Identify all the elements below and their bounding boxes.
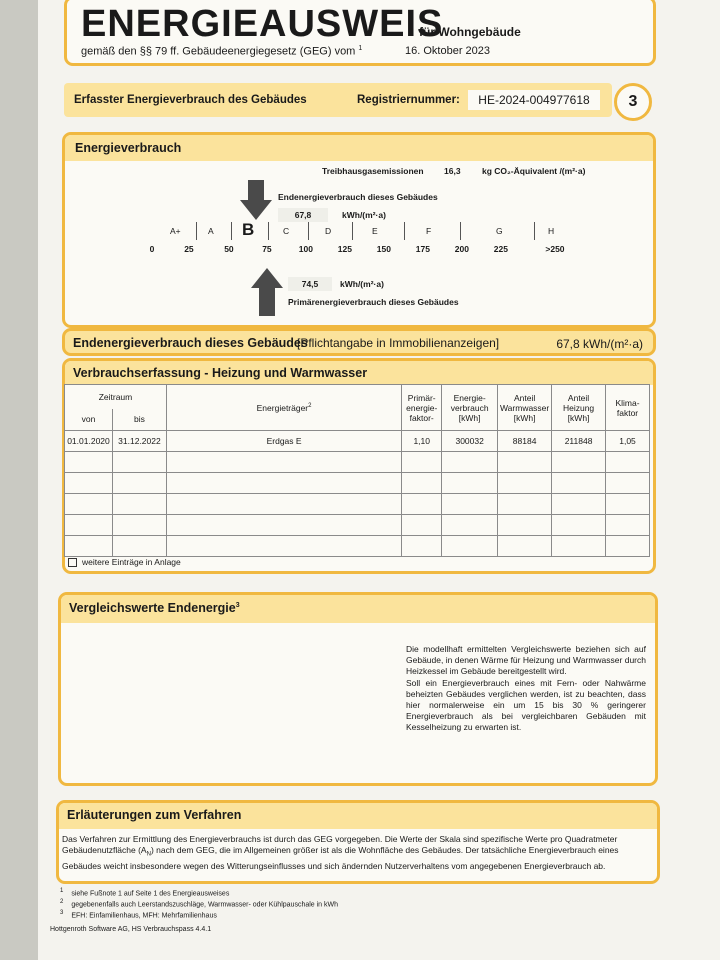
mandatory-value: 67,8 kWh/(m²·a) bbox=[556, 337, 643, 351]
col-period: Zeitraum bbox=[65, 385, 167, 409]
more-entries-checkbox[interactable] bbox=[68, 558, 77, 567]
explanation-text: Das Verfahren zur Ermittlung des Energieverbrauchs ist durch das GEG vorgegeben. Die Werte der Skala sind spezifische Werte pro Quadratmeter Gebäudenutzfläche $(A_N)$ nach dem GEG, die im Allgemeinen größer ist als die Wohnfläche des Gebäudes. Der tatsächliche Energieverbrauch eines Gebäudes weicht insbesondere wegen des Witterungseinflusses und sich ändernden Nutzerverhaltens vom angegebenen Energieverbrauch ab. bbox=[62, 834, 619, 872]
header-box bbox=[64, 0, 656, 66]
cell-heating: 211848 bbox=[552, 431, 606, 452]
scale-tick bbox=[534, 222, 535, 240]
scale-value: >250 bbox=[545, 244, 565, 254]
footnote-item: 2 gegebenenfalls auch Leerstandszuschläge, Warmwasser- oder Kühlpauschale in kWh bbox=[60, 899, 339, 909]
col-energy: Energie- verbrauch [kWh] bbox=[442, 385, 498, 431]
mandatory-note: [Pflichtangabe in Immobilienanzeigen] bbox=[297, 336, 500, 350]
document-title: ENERGIEAUSWEIS bbox=[81, 3, 444, 45]
more-entries-label: weitere Einträge in Anlage bbox=[82, 557, 181, 567]
scale-tick bbox=[352, 222, 353, 240]
energy-class-a: A bbox=[208, 226, 214, 236]
col-climate: Klima- faktor bbox=[606, 385, 650, 431]
scale-value: 100 bbox=[298, 244, 313, 254]
comparison-text: Die modellhaft ermittelten Vergleichswerte beziehen sich auf Gebäude, in denen Wärme für Heizung und Warmwasser durch Heizkessel im Gebäude bereitgestellt wird. Soll ein Energieverbrauch eines mit Fern- oder Nahwärme beheizten Gebäudes verglichen werden, ist zu beachten, dass hier normalerweise ein um 15 bis 30 % geringerer Energieverbrauch als bei vergleichbaren Gebäuden mit Kesselheizung zu erwarten ist. bbox=[406, 644, 646, 733]
end-energy-unit: kWh/(m²·a) bbox=[342, 210, 386, 220]
energy-title: Energieverbrauch bbox=[75, 141, 182, 155]
table-row bbox=[65, 536, 650, 557]
scale-tick bbox=[308, 222, 309, 240]
scale-tick bbox=[196, 222, 197, 240]
energy-class-g: G bbox=[496, 226, 503, 236]
end-energy-arrow-icon bbox=[240, 180, 272, 220]
cell-hotwater: 88184 bbox=[498, 431, 552, 452]
strip-label: Erfasster Energieverbrauch des Gebäudes bbox=[74, 94, 307, 106]
consumption-table bbox=[64, 384, 650, 557]
cell-from: 01.01.2020 bbox=[65, 431, 113, 452]
energy-class-h: H bbox=[548, 226, 555, 236]
primary-energy-unit: kWh/(m²·a) bbox=[340, 279, 384, 289]
col-heating: Anteil Heizung [kWh] bbox=[552, 385, 606, 431]
primary-energy-value: 74,5 bbox=[288, 277, 332, 291]
scale-value: 225 bbox=[493, 244, 508, 254]
cell-to: 31.12.2022 bbox=[112, 431, 166, 452]
table-row bbox=[65, 473, 650, 494]
primary-energy-arrow-icon bbox=[251, 268, 283, 316]
energy-class-c: C bbox=[283, 226, 290, 236]
law-date: 16. Oktober 2023 bbox=[405, 45, 491, 57]
registration-number: HE-2024-004977618 bbox=[468, 90, 600, 110]
mandatory-label: Endenergieverbrauch dieses Gebäudes bbox=[73, 336, 308, 350]
energy-class-a-plus: A+ bbox=[170, 226, 181, 236]
cell-carrier: Erdgas E bbox=[166, 431, 401, 452]
scale-value: 50 bbox=[224, 244, 234, 254]
scale-tick bbox=[268, 222, 269, 240]
scale-value: 0 bbox=[149, 244, 155, 254]
page-number-badge: 3 bbox=[614, 83, 652, 121]
table-row bbox=[65, 515, 650, 536]
energy-class-f: F bbox=[426, 226, 432, 236]
document-subtitle: für Wohngebäude bbox=[419, 25, 521, 39]
law-footnote: 1 bbox=[358, 45, 363, 52]
scale-value: 150 bbox=[376, 244, 391, 254]
consumption-title: Verbrauchserfassung - Heizung und Warmwasser bbox=[73, 366, 368, 380]
scale-value: 175 bbox=[415, 244, 430, 254]
cell-climate: 1,05 bbox=[606, 431, 650, 452]
end-energy-value: 67,8 bbox=[278, 208, 328, 222]
scale-tick bbox=[231, 222, 232, 240]
energy-class-e: E bbox=[372, 226, 378, 236]
mandatory-info-box bbox=[62, 328, 656, 356]
software-note: Hottgenroth Software AG, HS Verbrauchspass 4.4.1 bbox=[50, 926, 212, 933]
law-reference: gemäß den §§ 79 ff. Gebäudeenergiegesetz (GEG) vom $^1$ bbox=[81, 45, 363, 58]
scale-value: 25 bbox=[184, 244, 194, 254]
table-row bbox=[65, 494, 650, 515]
end-energy-label: Endenergieverbrauch dieses Gebäudes bbox=[278, 192, 438, 202]
col-hotwater: Anteil Warmwasser [kWh] bbox=[498, 385, 552, 431]
scale-value: 200 bbox=[454, 244, 469, 254]
col-primary-factor: Primär- energie- faktor- bbox=[402, 385, 442, 431]
energy-class-d: D bbox=[325, 226, 332, 236]
scale-value: 75 bbox=[262, 244, 272, 254]
table-row bbox=[65, 431, 650, 452]
col-from: von bbox=[65, 409, 113, 431]
table-row bbox=[65, 452, 650, 473]
col-to: bis bbox=[112, 409, 166, 431]
ghg-value: 16,3 bbox=[444, 166, 461, 176]
comparison-title: Vergleichswerte Endenergie$^3$ bbox=[69, 601, 240, 615]
ghg-unit: kg CO₂-Äquivalent /(m²·a) bbox=[482, 166, 586, 176]
primary-energy-label: Primärenergieverbrauch dieses Gebäudes bbox=[288, 297, 459, 307]
footnote-item: 1 siehe Fußnote 1 auf Seite 1 des Energieausweises bbox=[60, 888, 230, 898]
scale-tick bbox=[404, 222, 405, 240]
scale-tick bbox=[460, 222, 461, 240]
cell-energy: 300032 bbox=[442, 431, 498, 452]
explanation-title: Erläuterungen zum Verfahren bbox=[67, 808, 242, 822]
registration-label: Registriernummer: bbox=[357, 94, 460, 106]
energy-class-b: B bbox=[242, 220, 255, 239]
ghg-label: Treibhausgasemissionen bbox=[322, 166, 424, 176]
col-carrier: Energieträger$^2$ bbox=[166, 385, 401, 431]
cell-primary: 1,10 bbox=[402, 431, 442, 452]
scale-value: 125 bbox=[337, 244, 352, 254]
footnote-item: 3 EFH: Einfamilienhaus, MFH: Mehrfamilienhaus bbox=[60, 910, 217, 920]
